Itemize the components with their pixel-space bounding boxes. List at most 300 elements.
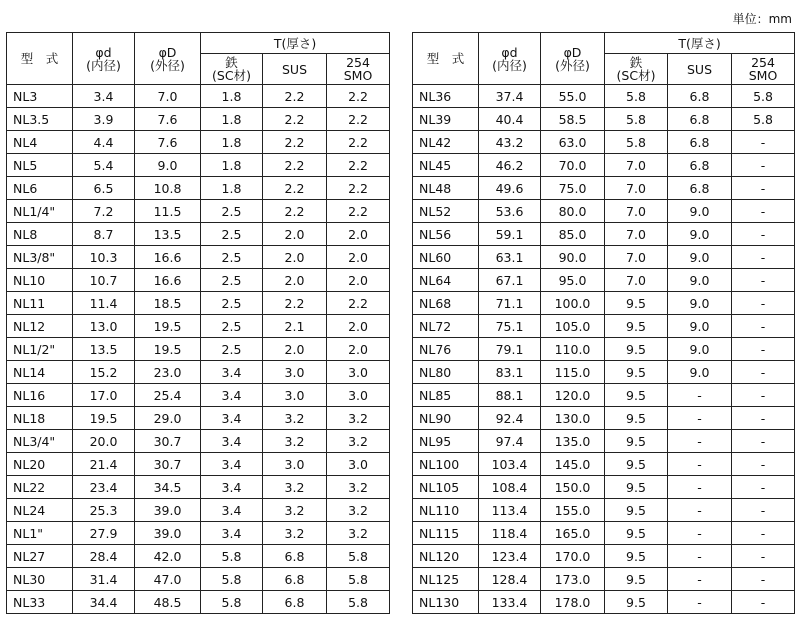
value-cell: - (732, 545, 795, 568)
table-row (413, 131, 795, 154)
value-cell: 9.5 (605, 361, 668, 384)
value-cell: 7.6 (135, 108, 201, 131)
value-cell: 1.8 (201, 108, 263, 131)
value-cell: - (732, 591, 795, 614)
value-cell: 5.8 (605, 131, 668, 154)
value-cell: 7.0 (605, 269, 668, 292)
value-cell: 7.0 (605, 223, 668, 246)
value-cell: 9.5 (605, 430, 668, 453)
model-name-cell: NL56 (413, 223, 479, 246)
value-cell: 5.8 (605, 108, 668, 131)
value-cell: - (732, 430, 795, 453)
model-name-cell: NL4 (7, 131, 73, 154)
table-row (413, 407, 795, 430)
value-cell: 3.0 (327, 453, 390, 476)
value-cell: - (668, 453, 732, 476)
value-cell: 123.4 (479, 545, 541, 568)
value-cell: 79.1 (479, 338, 541, 361)
value-cell: 2.5 (201, 200, 263, 223)
table-row (7, 177, 390, 200)
col-smo-header: 254 SMO (732, 54, 795, 85)
value-cell: 3.4 (201, 522, 263, 545)
value-cell: 3.2 (263, 407, 327, 430)
value-cell: 5.8 (327, 545, 390, 568)
model-name-cell: NL16 (7, 384, 73, 407)
model-name-cell: NL1/2" (7, 338, 73, 361)
value-cell: - (732, 246, 795, 269)
model-name-cell: NL52 (413, 200, 479, 223)
value-cell: 25.3 (73, 499, 135, 522)
value-cell: 5.8 (327, 591, 390, 614)
table-row (7, 246, 390, 269)
value-cell: 6.5 (73, 177, 135, 200)
value-cell: 9.5 (605, 338, 668, 361)
value-cell: - (732, 499, 795, 522)
table-header (7, 33, 390, 85)
table-row (7, 108, 390, 131)
value-cell: 8.7 (73, 223, 135, 246)
value-cell: 9.0 (668, 269, 732, 292)
table-row (7, 361, 390, 384)
value-cell: 2.2 (327, 154, 390, 177)
table-row (7, 591, 390, 614)
value-cell: 3.4 (201, 361, 263, 384)
value-cell: 100.0 (541, 292, 605, 315)
value-cell: - (732, 131, 795, 154)
value-cell: 2.5 (201, 292, 263, 315)
value-cell: 2.2 (263, 85, 327, 108)
value-cell: 6.8 (263, 591, 327, 614)
table-row (413, 545, 795, 568)
value-cell: - (732, 476, 795, 499)
value-cell: 1.8 (201, 177, 263, 200)
value-cell: 16.6 (135, 269, 201, 292)
table-row (7, 568, 390, 591)
value-cell: 2.2 (327, 85, 390, 108)
model-name-cell: NL11 (7, 292, 73, 315)
table-row (7, 200, 390, 223)
value-cell: 63.1 (479, 246, 541, 269)
value-cell: 9.0 (668, 292, 732, 315)
value-cell: 9.5 (605, 568, 668, 591)
value-cell: 1.8 (201, 131, 263, 154)
col-smo-header: 254 SMO (327, 54, 390, 85)
value-cell: 3.0 (263, 361, 327, 384)
table-row (413, 591, 795, 614)
value-cell: 133.4 (479, 591, 541, 614)
value-cell: 9.0 (668, 315, 732, 338)
table-row (413, 499, 795, 522)
col-outer-diameter-header: φD (外径) (541, 33, 605, 85)
col-thickness-group-header: T(厚さ) (201, 33, 390, 54)
table-row (413, 223, 795, 246)
model-name-cell: NL14 (7, 361, 73, 384)
value-cell: 1.8 (201, 154, 263, 177)
value-cell: 2.0 (263, 269, 327, 292)
col-type-header: 型 式 (413, 33, 479, 85)
value-cell: 2.5 (201, 246, 263, 269)
value-cell: 30.7 (135, 430, 201, 453)
value-cell: 13.0 (73, 315, 135, 338)
value-cell: 39.0 (135, 522, 201, 545)
value-cell: 3.2 (327, 476, 390, 499)
value-cell: 6.8 (263, 545, 327, 568)
value-cell: 67.1 (479, 269, 541, 292)
value-cell: 2.5 (201, 223, 263, 246)
col-thickness-group-header: T(厚さ) (605, 33, 795, 54)
value-cell: 7.0 (605, 246, 668, 269)
value-cell: 3.4 (201, 499, 263, 522)
value-cell: 95.0 (541, 269, 605, 292)
value-cell: 53.6 (479, 200, 541, 223)
value-cell: 3.0 (327, 361, 390, 384)
value-cell: - (732, 568, 795, 591)
value-cell: 97.4 (479, 430, 541, 453)
table-row (413, 476, 795, 499)
value-cell: 9.5 (605, 499, 668, 522)
model-name-cell: NL76 (413, 338, 479, 361)
value-cell: 3.2 (327, 522, 390, 545)
value-cell: 28.4 (73, 545, 135, 568)
model-name-cell: NL22 (7, 476, 73, 499)
model-name-cell: NL130 (413, 591, 479, 614)
value-cell: - (668, 407, 732, 430)
model-name-cell: NL80 (413, 361, 479, 384)
value-cell: - (732, 200, 795, 223)
value-cell: - (732, 361, 795, 384)
table-row (413, 108, 795, 131)
value-cell: - (668, 499, 732, 522)
col-iron-header: 鉄 (SC材) (201, 54, 263, 85)
value-cell: 155.0 (541, 499, 605, 522)
value-cell: - (732, 177, 795, 200)
table-row (7, 522, 390, 545)
table-header (413, 33, 795, 85)
value-cell: 3.2 (327, 430, 390, 453)
value-cell: - (732, 384, 795, 407)
value-cell: 2.2 (263, 177, 327, 200)
table-row (7, 223, 390, 246)
model-name-cell: NL36 (413, 85, 479, 108)
table-row (7, 315, 390, 338)
value-cell: 130.0 (541, 407, 605, 430)
value-cell: 70.0 (541, 154, 605, 177)
value-cell: 2.2 (263, 200, 327, 223)
value-cell: 9.0 (668, 246, 732, 269)
value-cell: 2.2 (263, 292, 327, 315)
table-row (7, 407, 390, 430)
value-cell: 110.0 (541, 338, 605, 361)
value-cell: 75.1 (479, 315, 541, 338)
value-cell: - (732, 338, 795, 361)
model-name-cell: NL20 (7, 453, 73, 476)
value-cell: 128.4 (479, 568, 541, 591)
value-cell: 3.0 (263, 453, 327, 476)
value-cell: 3.2 (263, 499, 327, 522)
value-cell: 7.0 (135, 85, 201, 108)
value-cell: 34.4 (73, 591, 135, 614)
value-cell: 118.4 (479, 522, 541, 545)
value-cell: 59.1 (479, 223, 541, 246)
table-row (413, 292, 795, 315)
value-cell: 3.2 (327, 407, 390, 430)
value-cell: 9.5 (605, 545, 668, 568)
value-cell: - (732, 154, 795, 177)
value-cell: 11.5 (135, 200, 201, 223)
value-cell: - (732, 522, 795, 545)
col-inner-diameter-header: φd (内径) (73, 33, 135, 85)
table-row (413, 522, 795, 545)
value-cell: 3.4 (201, 407, 263, 430)
value-cell: 9.0 (668, 200, 732, 223)
model-name-cell: NL5 (7, 154, 73, 177)
value-cell: - (732, 407, 795, 430)
value-cell: 2.0 (327, 269, 390, 292)
value-cell: 9.5 (605, 407, 668, 430)
model-name-cell: NL45 (413, 154, 479, 177)
value-cell: 80.0 (541, 200, 605, 223)
value-cell: 63.0 (541, 131, 605, 154)
value-cell: 21.4 (73, 453, 135, 476)
value-cell: 115.0 (541, 361, 605, 384)
value-cell: 55.0 (541, 85, 605, 108)
value-cell: 5.8 (605, 85, 668, 108)
value-cell: 6.8 (668, 177, 732, 200)
value-cell: 27.9 (73, 522, 135, 545)
value-cell: 9.0 (135, 154, 201, 177)
table-row (413, 200, 795, 223)
table-row (7, 384, 390, 407)
model-name-cell: NL105 (413, 476, 479, 499)
value-cell: 40.4 (479, 108, 541, 131)
value-cell: 9.5 (605, 384, 668, 407)
table-row (413, 338, 795, 361)
value-cell: 7.6 (135, 131, 201, 154)
value-cell: 9.0 (668, 223, 732, 246)
table-row (7, 154, 390, 177)
value-cell: 19.5 (135, 338, 201, 361)
model-name-cell: NL6 (7, 177, 73, 200)
value-cell: - (668, 568, 732, 591)
value-cell: 2.2 (327, 200, 390, 223)
value-cell: 9.5 (605, 591, 668, 614)
value-cell: 49.6 (479, 177, 541, 200)
value-cell: 37.4 (479, 85, 541, 108)
value-cell: 113.4 (479, 499, 541, 522)
value-cell: 2.0 (327, 246, 390, 269)
col-iron-header: 鉄 (SC材) (605, 54, 668, 85)
table-row (413, 315, 795, 338)
model-name-cell: NL110 (413, 499, 479, 522)
model-name-cell: NL1/4" (7, 200, 73, 223)
value-cell: 2.2 (327, 292, 390, 315)
value-cell: - (732, 292, 795, 315)
value-cell: 5.4 (73, 154, 135, 177)
table-row (7, 545, 390, 568)
model-name-cell: NL68 (413, 292, 479, 315)
value-cell: 6.8 (263, 568, 327, 591)
value-cell: 1.8 (201, 85, 263, 108)
value-cell: 2.2 (263, 131, 327, 154)
value-cell: 2.1 (263, 315, 327, 338)
model-name-cell: NL33 (7, 591, 73, 614)
value-cell: 30.7 (135, 453, 201, 476)
model-name-cell: NL60 (413, 246, 479, 269)
model-name-cell: NL64 (413, 269, 479, 292)
value-cell: 46.2 (479, 154, 541, 177)
value-cell: 11.4 (73, 292, 135, 315)
value-cell: 6.8 (668, 131, 732, 154)
value-cell: 9.5 (605, 453, 668, 476)
model-name-cell: NL85 (413, 384, 479, 407)
value-cell: 2.5 (201, 338, 263, 361)
spec-table-left (6, 32, 390, 614)
value-cell: 2.0 (263, 223, 327, 246)
value-cell: 7.0 (605, 200, 668, 223)
col-sus-header: SUS (668, 54, 732, 85)
value-cell: - (732, 315, 795, 338)
value-cell: 165.0 (541, 522, 605, 545)
table-body-left (7, 85, 390, 614)
value-cell: 4.4 (73, 131, 135, 154)
value-cell: 9.5 (605, 522, 668, 545)
table-body-right (413, 85, 795, 614)
value-cell: 43.2 (479, 131, 541, 154)
value-cell: 31.4 (73, 568, 135, 591)
table-row (7, 453, 390, 476)
value-cell: 5.8 (327, 568, 390, 591)
value-cell: 23.4 (73, 476, 135, 499)
value-cell: 173.0 (541, 568, 605, 591)
value-cell: 3.4 (201, 384, 263, 407)
value-cell: - (668, 522, 732, 545)
value-cell: 2.0 (327, 315, 390, 338)
unit-label: 単位：mm (732, 12, 792, 26)
value-cell: 47.0 (135, 568, 201, 591)
value-cell: 10.7 (73, 269, 135, 292)
value-cell: 34.5 (135, 476, 201, 499)
value-cell: 3.0 (263, 384, 327, 407)
value-cell: 5.8 (732, 85, 795, 108)
value-cell: 2.0 (263, 246, 327, 269)
value-cell: 3.0 (327, 384, 390, 407)
model-name-cell: NL24 (7, 499, 73, 522)
value-cell: 10.3 (73, 246, 135, 269)
value-cell: 85.0 (541, 223, 605, 246)
value-cell: 9.0 (668, 338, 732, 361)
value-cell: 2.5 (201, 269, 263, 292)
value-cell: 90.0 (541, 246, 605, 269)
value-cell: 3.4 (201, 430, 263, 453)
value-cell: 7.0 (605, 154, 668, 177)
value-cell: 9.5 (605, 315, 668, 338)
value-cell: 150.0 (541, 476, 605, 499)
value-cell: 92.4 (479, 407, 541, 430)
value-cell: - (732, 269, 795, 292)
table-row (7, 338, 390, 361)
value-cell: 6.8 (668, 154, 732, 177)
model-name-cell: NL115 (413, 522, 479, 545)
model-name-cell: NL30 (7, 568, 73, 591)
value-cell: 6.8 (668, 108, 732, 131)
model-name-cell: NL72 (413, 315, 479, 338)
table-row (413, 384, 795, 407)
table-row (7, 499, 390, 522)
value-cell: 19.5 (135, 315, 201, 338)
value-cell: 2.2 (327, 131, 390, 154)
table-row (413, 361, 795, 384)
col-outer-diameter-header: φD (外径) (135, 33, 201, 85)
model-name-cell: NL12 (7, 315, 73, 338)
value-cell: 145.0 (541, 453, 605, 476)
value-cell: 170.0 (541, 545, 605, 568)
value-cell: 108.4 (479, 476, 541, 499)
value-cell: - (668, 545, 732, 568)
spec-table-right (412, 32, 795, 614)
value-cell: 120.0 (541, 384, 605, 407)
model-name-cell: NL95 (413, 430, 479, 453)
value-cell: 3.4 (201, 476, 263, 499)
value-cell: 3.4 (73, 85, 135, 108)
value-cell: 39.0 (135, 499, 201, 522)
value-cell: 7.0 (605, 177, 668, 200)
table-row (7, 430, 390, 453)
model-name-cell: NL8 (7, 223, 73, 246)
value-cell: 16.6 (135, 246, 201, 269)
value-cell: 17.0 (73, 384, 135, 407)
table-row (7, 85, 390, 108)
value-cell: 2.2 (263, 154, 327, 177)
table-row (413, 154, 795, 177)
col-sus-header: SUS (263, 54, 327, 85)
value-cell: 2.0 (327, 338, 390, 361)
value-cell: - (668, 591, 732, 614)
value-cell: 58.5 (541, 108, 605, 131)
value-cell: 103.4 (479, 453, 541, 476)
value-cell: 48.5 (135, 591, 201, 614)
table-row (7, 269, 390, 292)
value-cell: 2.2 (327, 177, 390, 200)
model-name-cell: NL18 (7, 407, 73, 430)
value-cell: 29.0 (135, 407, 201, 430)
model-name-cell: NL27 (7, 545, 73, 568)
value-cell: 3.2 (327, 499, 390, 522)
value-cell: 2.5 (201, 315, 263, 338)
value-cell: 2.2 (263, 108, 327, 131)
value-cell: - (668, 430, 732, 453)
model-name-cell: NL1" (7, 522, 73, 545)
value-cell: 75.0 (541, 177, 605, 200)
table-row (413, 246, 795, 269)
value-cell: 23.0 (135, 361, 201, 384)
value-cell: 9.0 (668, 361, 732, 384)
value-cell: - (732, 223, 795, 246)
col-type-header: 型 式 (7, 33, 73, 85)
value-cell: 3.2 (263, 476, 327, 499)
model-name-cell: NL125 (413, 568, 479, 591)
value-cell: 18.5 (135, 292, 201, 315)
model-name-cell: NL120 (413, 545, 479, 568)
value-cell: 13.5 (73, 338, 135, 361)
value-cell: 88.1 (479, 384, 541, 407)
table-row (7, 476, 390, 499)
value-cell: 3.9 (73, 108, 135, 131)
value-cell: 71.1 (479, 292, 541, 315)
value-cell: 5.8 (201, 568, 263, 591)
model-name-cell: NL3 (7, 85, 73, 108)
value-cell: 5.8 (201, 545, 263, 568)
value-cell: 9.5 (605, 292, 668, 315)
